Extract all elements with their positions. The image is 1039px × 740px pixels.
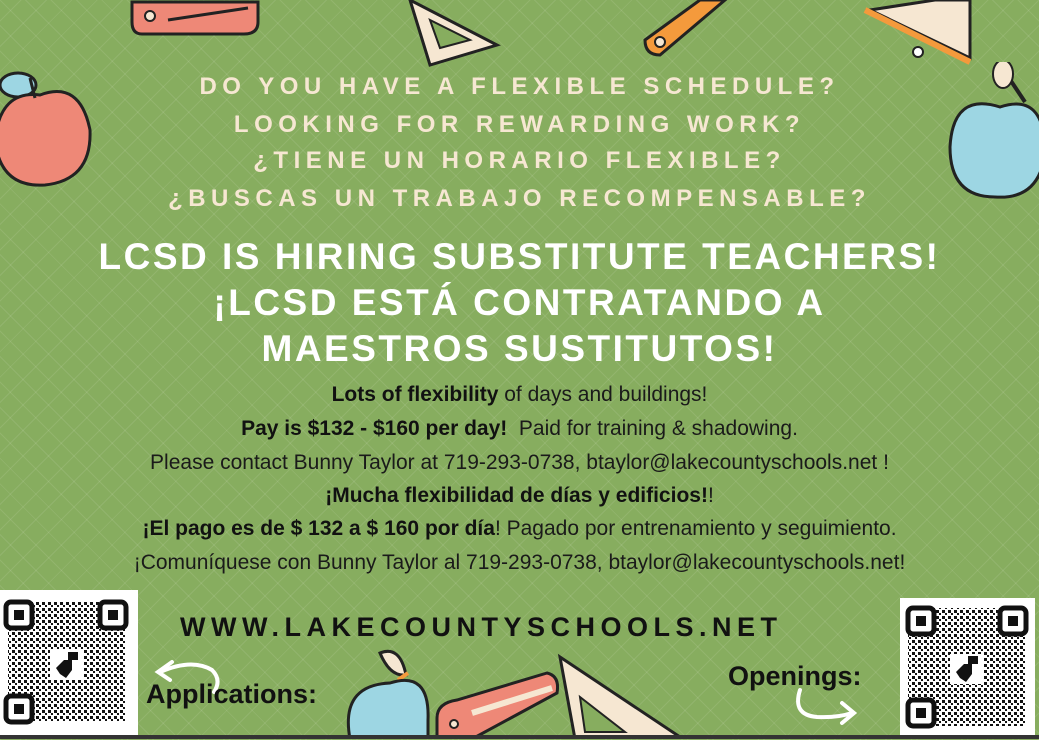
bold-text: Lots of flexibility — [331, 383, 499, 406]
body-line — [0, 417, 1039, 441]
body-line — [0, 484, 1039, 508]
set-square-icon — [385, 0, 505, 70]
bottom-edge — [0, 735, 1039, 739]
question-line: ¿TIENE UN HORARIO FLEXIBLE? — [253, 147, 786, 174]
stapler-icon — [432, 668, 562, 739]
headline-line: MAESTROS SUSTITUTOS! — [261, 328, 778, 369]
website-url[interactable]: WWW.LAKECOUNTYSCHOOLS.NET — [180, 612, 783, 642]
apple-icon — [340, 645, 435, 739]
headline-line: ¡LCSD ESTÁ CONTRATANDO A — [213, 282, 826, 323]
question-line: ¿BUSCAS UN TRABAJO RECOMPENSABLE? — [168, 185, 871, 212]
question-line: DO YOU HAVE A FLEXIBLE SCHEDULE? — [199, 73, 840, 100]
bold-text: ¡El pago es de $ 132 a $ 160 por día — [142, 517, 495, 540]
contact-line: Please contact Bunny Taylor at 719-293-0738, btaylor@lakecountyschools.net ! — [150, 451, 889, 474]
text: ! — [707, 484, 714, 507]
easel-icon — [860, 0, 980, 70]
applications-label: Applications: — [146, 679, 318, 709]
headline-line: LCSD IS HIRING SUBSTITUTE TEACHERS! — [98, 236, 941, 277]
text: of days and buildings! — [498, 383, 708, 406]
contact-line: ¡Comuníquese con Bunny Taylor al 719-293-0738, btaylor@lakecountyschools.net! — [133, 551, 906, 574]
set-square-icon — [555, 652, 685, 739]
qr-code — [0, 590, 138, 735]
stapler-icon — [640, 0, 730, 60]
bold-text: Pay is $132 - $160 per day! — [241, 417, 508, 440]
question-line: LOOKING FOR REWARDING WORK? — [233, 111, 806, 138]
body-line — [0, 383, 1039, 407]
curved-arrow-icon — [792, 685, 862, 730]
qr-code — [900, 598, 1035, 735]
body-line — [0, 517, 1039, 541]
openings-qr-code[interactable] — [900, 598, 1035, 735]
stapler-icon — [128, 0, 264, 40]
text: Paid for training & shadowing. — [507, 417, 798, 440]
bold-text: ¡Mucha flexibilidad de días y edificios! — [325, 484, 708, 507]
applications-qr-code[interactable] — [0, 590, 138, 735]
openings-label: Openings: — [728, 661, 862, 691]
text: ! Pagado por entrenamiento y seguimiento. — [494, 517, 897, 540]
